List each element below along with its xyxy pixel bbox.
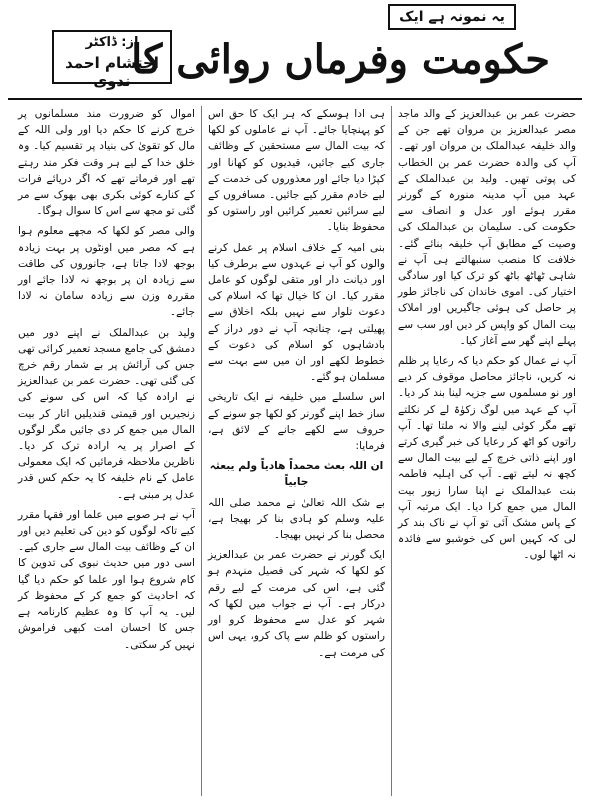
article-body <box>8 106 582 796</box>
header-divider <box>8 98 582 100</box>
paragraph: ہی ادا ہوسکے کہ ہر ایک کا حق اس کو پہنچایا جائے۔ آپ نے عاملوں کو لکھا کہ بیت المال سے مستحقین کے وظائف جاری کیے جائیں، قیدیوں کو کھانا اور کپڑا دیا جائے اور معذوروں کی خدمت کے لیے خادم مقرر کیے جائیں۔ مسافروں کے لیے سرائیں تعمیر کرائیں اور راستوں کو محفوظ بنایا۔ <box>208 108 385 234</box>
kicker: یہ نمونہ ہے ایک <box>388 4 516 30</box>
column-left <box>12 106 202 796</box>
author-name: احتشام احمد ندوی <box>65 54 159 90</box>
arabic-quote: ان اللہ بعث محمداً ھادیاً ولم یبعثہ جابیاً <box>209 460 384 489</box>
column-right <box>392 106 582 796</box>
paragraph: حضرت عمر بن عبدالعزیز کے والد ماجد مصر عبدالعزیز بن مروان تھے جن کے والد خلیفہ عبدالملک بن مروان اور تھے۔ آپ کی والدہ حضرت عمر بن الخطاب کی پوتی تھیں۔ ولید بن عبدالملک کے عہد میں آپ مدینہ منورہ کے گورنر مقرر ہوئے اور عدل و انصاف سے حکومت کی۔ سلیمان بن عبدالملک کی وصیت کے مطابق آپ خلیفہ بنائے گئے۔ خلافت کا منصب سنبھالتے ہی آپ نے شاہی ٹھاٹھ باٹھ کو ترک کیا اور سادگی اختیار کی۔ اموی خاندان کی ناجائز طور پر حاصل کی ہوئی جاگیریں اور املاک بیت المال کو واپس کر دیں اور سب سے پہلے اپنے گھر سے آغاز کیا۔ <box>398 108 576 347</box>
paragraph: ولید بن عبدالملک نے اپنے دور میں دمشق کی جامع مسجد تعمیر کرائی تھی جس کی آرائش پر بے شمار رقم خرچ کی گئی تھی۔ حضرت عمر بن عبدالعزیز نے ارادہ کیا کہ اس کی سونے کی زنجیریں اور قیمتی قندیلیں اتار کر بیت المال میں جمع کر دی جائیں مگر لوگوں کے اصرار پر یہ ارادہ ترک کر دیا۔ ناظرین ملاحظہ فرمائیں کہ ایک معمولی عامل کے نام خلیفہ کا یہ حکم کس قدر عدل پر مبنی ہے۔ <box>18 326 195 501</box>
paragraph: ایک گورنر نے حضرت عمر بن عبدالعزیز کو لکھا کہ شہر کی فصیل منہدم ہو گئی ہے، اس کی مرمت کے لیے رقم درکار ہے۔ آپ نے جواب میں لکھا کہ شہر کو عدل سے محفوظ کرو اور راستوں کو ظلم سے پاک کرو، یہی اس کی مرمت ہے۔ <box>208 549 385 659</box>
paragraph: اموال کو ضرورت مند مسلمانوں پر خرچ کرنے کا حکم دیا اور ولی اللہ کے مال کو تقویٰ کی بنیاد پر تقسیم کیا۔ وہ خلق خدا کے لیے ہر وقت فکر مند رہتے تھے اور فرماتے تھے کہ اگر دریائے فرات کے کنارے کوئی بکری بھی بھوک سے مر گئی تو مجھ سے اس کا سوال ہوگا۔ <box>18 108 195 218</box>
paragraph: آپ نے ہر صوبے میں علما اور فقہا مقرر کیے تاکہ لوگوں کو دین کی تعلیم دیں اور ان کے وظائف بیت المال سے جاری کیے۔ اسی دور میں حدیث نبوی کی تدوین کا کام شروع ہوا اور علما کو حکم دیا گیا کہ احادیث کو جمع کر کے محفوظ کر لیں۔ یہ آپ کا وہ عظیم کارنامہ ہے جس کا احسان امت کبھی فراموش نہیں کر سکتی۔ <box>18 508 195 651</box>
byline-label: از: ڈاکٹر <box>85 35 139 50</box>
article-header <box>0 0 590 104</box>
column-middle <box>202 106 392 796</box>
paragraph: بے شک اللہ تعالیٰ نے محمد صلی اللہ علیہ وسلم کو ہادی بنا کر بھیجا ہے، محصل بنا کر نہیں بھیجا۔ <box>208 496 385 542</box>
paragraph: اس سلسلے میں خلیفہ نے ایک تاریخی ساز خط اپنے گورنر کو لکھا جو سونے کے حروف سے لکھے جانے کے لائق ہے، فرمایا: <box>208 391 385 453</box>
paragraph: والی مصر کو لکھا کہ مجھے معلوم ہوا ہے کہ مصر میں اونٹوں پر بہت زیادہ بوجھ لادا جاتا ہے، جانوروں کی طاقت سے زیادہ ان پر بوجھ نہ لادا جائے اور مقررہ وزن سے زیادہ سامان نہ لادا جائے۔ <box>18 225 195 319</box>
headline: حکومت وفرماں روائی کا <box>131 36 550 83</box>
paragraph: بنی امیہ کے خلاف اسلام پر عمل کرنے والوں کو آپ نے عہدوں سے برطرف کیا اور دیانت دار اور متقی لوگوں کو عامل مقرر کیا۔ ان کا خیال تھا کہ اسلام کی دعوت تلوار سے نہیں بلکہ اخلاق سے پھیلتی ہے، چنانچہ آپ نے دور دراز کے بادشاہوں کو اسلام کی دعوت کے خطوط لکھے اور ان میں سے بہت سے مسلمان ہو گئے۔ <box>208 241 385 384</box>
paragraph: آپ نے عمال کو حکم دیا کہ رعایا پر ظلم نہ کریں، ناجائز محاصل موقوف کر دیے اور نو مسلموں سے جزیہ لینا بند کر دیا۔ آپ کے عہد میں لوگ زکوٰۃ لے کر نکلتے تھے مگر کوئی لینے والا نہ ملتا تھا۔ آپ راتوں کو اٹھ کر رعایا کی خبر گیری کرتے اور اپنے ذاتی خرچ کے لیے بیت المال سے کچھ نہ لیتے تھے۔ آپ کی اہلیہ فاطمہ بنت عبدالملک نے اپنا سارا زیور بیت المال میں جمع کرا دیا۔ ایک مرتبہ آپ کے پاس مشک آئی تو آپ نے ناک بند کر لی کہ کہیں اس کی خوشبو سے فائدہ نہ اٹھا لوں۔ <box>398 355 576 562</box>
